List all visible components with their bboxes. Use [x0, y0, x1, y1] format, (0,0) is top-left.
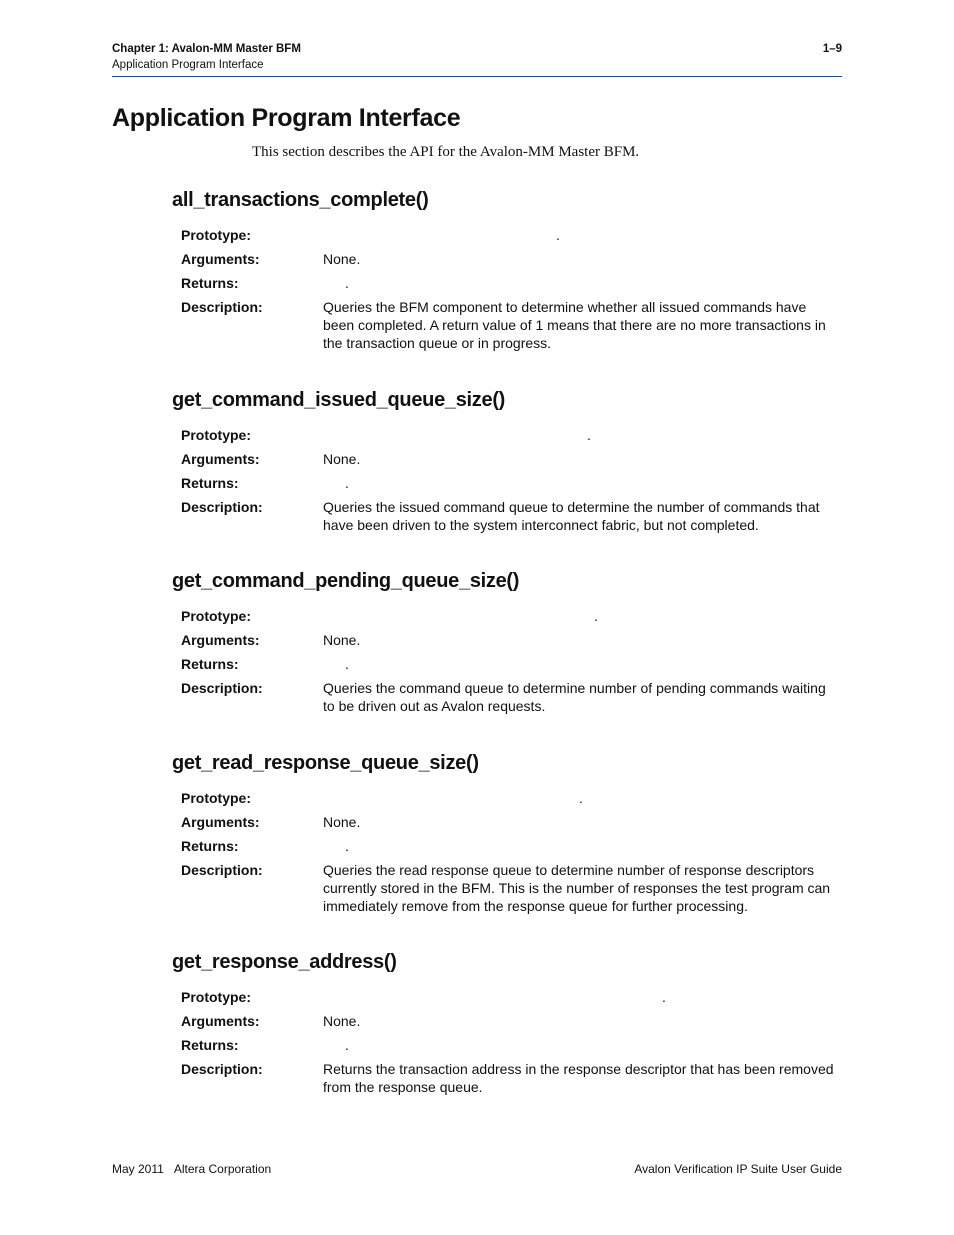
returns-label: Returns: [181, 838, 239, 854]
description-value: Returns the transaction address in the response descriptor that has been removed from the response queue. [323, 1061, 834, 1095]
returns-value: . [345, 275, 349, 291]
prototype-row [172, 226, 842, 244]
returns-row [172, 474, 842, 492]
prototype-label: Prototype: [181, 227, 251, 243]
footer-date: May 2011 [112, 1162, 164, 1176]
description-label: Description: [181, 499, 263, 515]
arguments-row [172, 250, 842, 268]
function-section-get-response-address [172, 947, 842, 1102]
function-section-get-read-response-queue-size [172, 748, 842, 921]
description-value: Queries the issued command queue to determine the number of commands that have been driven to the system interconnect fabric, but not completed. [323, 499, 820, 533]
returns-row [172, 655, 842, 673]
function-heading: all_transactions_complete() [172, 189, 429, 211]
description-row [172, 679, 842, 715]
prototype-value: . [579, 790, 583, 806]
arguments-row [172, 1012, 842, 1030]
prototype-label: Prototype: [181, 989, 251, 1005]
returns-label: Returns: [181, 475, 239, 491]
header-rule [112, 76, 842, 77]
description-value: Queries the read response queue to determine number of response descriptors currently stored in the BFM. This is the number of responses the test program can immediately remove from the response queue for further processing. [323, 862, 831, 914]
returns-row [172, 837, 842, 855]
prototype-label: Prototype: [181, 608, 251, 624]
function-heading: get_read_response_queue_size() [172, 752, 479, 774]
arguments-label: Arguments: [181, 814, 260, 830]
description-row [172, 1060, 842, 1096]
arguments-row [172, 450, 842, 468]
function-heading: get_command_pending_queue_size() [172, 570, 520, 592]
arguments-row [172, 631, 842, 649]
prototype-row [172, 988, 842, 1006]
returns-value: . [345, 838, 349, 854]
header-section: Application Program Interface [112, 59, 264, 71]
header-page-number: 1–9 [822, 43, 842, 55]
page-title: Application Program Interface [112, 104, 461, 132]
description-row [172, 498, 842, 534]
returns-value: . [345, 1037, 349, 1053]
intro-text: This section describes the API for the Avalon-MM Master BFM. [252, 144, 640, 160]
description-row [172, 298, 842, 352]
arguments-label: Arguments: [181, 1013, 260, 1029]
arguments-value: None. [323, 632, 361, 648]
arguments-value: None. [323, 1013, 361, 1029]
arguments-value: None. [323, 251, 361, 267]
returns-row [172, 1036, 842, 1054]
prototype-value: . [662, 989, 666, 1005]
returns-row [172, 274, 842, 292]
arguments-value: None. [323, 451, 361, 467]
prototype-row [172, 426, 842, 444]
prototype-value: . [556, 227, 560, 243]
returns-label: Returns: [181, 656, 239, 672]
footer-left [112, 1162, 281, 1176]
description-label: Description: [181, 680, 263, 696]
description-label: Description: [181, 299, 263, 315]
arguments-row [172, 813, 842, 831]
description-row [172, 861, 842, 915]
function-section-get-command-pending-queue-size [172, 566, 842, 721]
prototype-row [172, 789, 842, 807]
prototype-label: Prototype: [181, 790, 251, 806]
description-label: Description: [181, 1061, 263, 1077]
arguments-label: Arguments: [181, 251, 260, 267]
arguments-label: Arguments: [181, 632, 260, 648]
returns-label: Returns: [181, 1037, 239, 1053]
prototype-value: . [594, 608, 598, 624]
prototype-row [172, 607, 842, 625]
returns-value: . [345, 656, 349, 672]
function-section-all-transactions-complete [172, 185, 842, 358]
description-value: Queries the BFM component to determine whether all issued commands have been completed. A return value of 1 means that there are no more transactions in the transaction queue or in progress. [323, 299, 826, 351]
prototype-label: Prototype: [181, 427, 251, 443]
returns-value: . [345, 475, 349, 491]
description-label: Description: [181, 862, 263, 878]
arguments-value: None. [323, 814, 361, 830]
description-value: Queries the command queue to determine number of pending commands waiting to be driven out as Avalon requests. [323, 680, 826, 714]
footer-company: Altera Corporation [173, 1162, 272, 1176]
function-section-get-command-issued-queue-size [172, 385, 842, 540]
arguments-label: Arguments: [181, 451, 260, 467]
function-heading: get_response_address() [172, 951, 397, 973]
header-chapter: Chapter 1: Avalon-MM Master BFM [112, 43, 301, 55]
function-heading: get_command_issued_queue_size() [172, 389, 506, 411]
footer-guide-title: Avalon Verification IP Suite User Guide [634, 1162, 842, 1176]
prototype-value: . [587, 427, 591, 443]
returns-label: Returns: [181, 275, 239, 291]
